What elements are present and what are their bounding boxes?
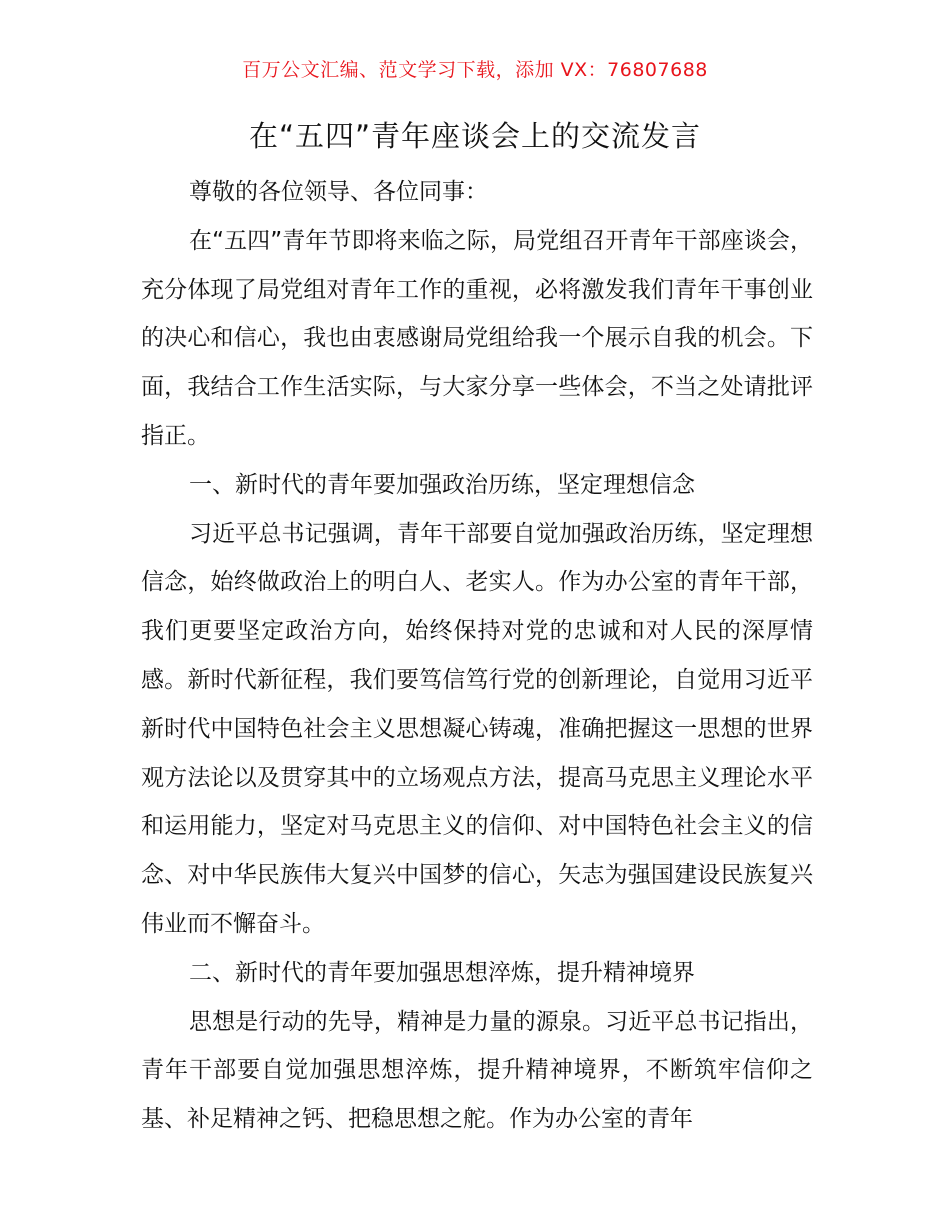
paragraph-section-2: 思想是行动的先导，精神是力量的源泉。习近平总书记指出，青年干部要自觉加强思想淬炼，提升精神境界，不断筑牢信仰之基、补足精神之钙、把稳思想之舵。作为办公室的青年 xyxy=(141,1008,813,1133)
header-watermark: 百万公文汇编、范文学习下载，添加 VX：76807688 xyxy=(242,59,708,81)
paragraph-section-1: 习近平总书记强调，青年干部要自觉加强政治历练，坚定理想信念，始终做政治上的明白人、老实人。作为办公室的青年干部，我们更要坚定政治方向，始终保持对党的忠诚和对人民的深厚情感。新时代新征程，我们要笃信笃行党的创新理论，自觉用习近平新时代中国特色社会主义思想凝心铸魂，准确把握这一思想的世界观方法论以及贯穿其中的立场观点方法，提高马克思主义理论水平和运用能力，坚定对马克思主义的信仰、对中国特色社会主义的信念、对中华民族伟大复兴中国梦的信心，矢志为强国建设民族复兴伟业而不懈奋斗。 xyxy=(141,520,813,937)
section-heading-1: 一、新时代的青年要加强政治历练，坚定理想信念 xyxy=(189,471,695,498)
document-title: 在“五四”青年座谈会上的交流发言 xyxy=(248,119,702,153)
salutation: 尊敬的各位领导、各位同事： xyxy=(189,179,488,205)
document-body xyxy=(141,168,813,1144)
paragraph-intro: 在“五四”青年节即将来临之际，局党组召开青年干部座谈会，充分体现了局党组对青年工作的重视，必将激发我们青年干事创业的决心和信心，我也由衷感谢局党组给我一个展示自我的机会。下面，我结合工作生活实际，与大家分享一些体会，不当之处请批评指正。 xyxy=(141,227,813,449)
section-heading-2: 二、新时代的青年要加强思想淬炼，提升精神境界 xyxy=(189,959,695,986)
